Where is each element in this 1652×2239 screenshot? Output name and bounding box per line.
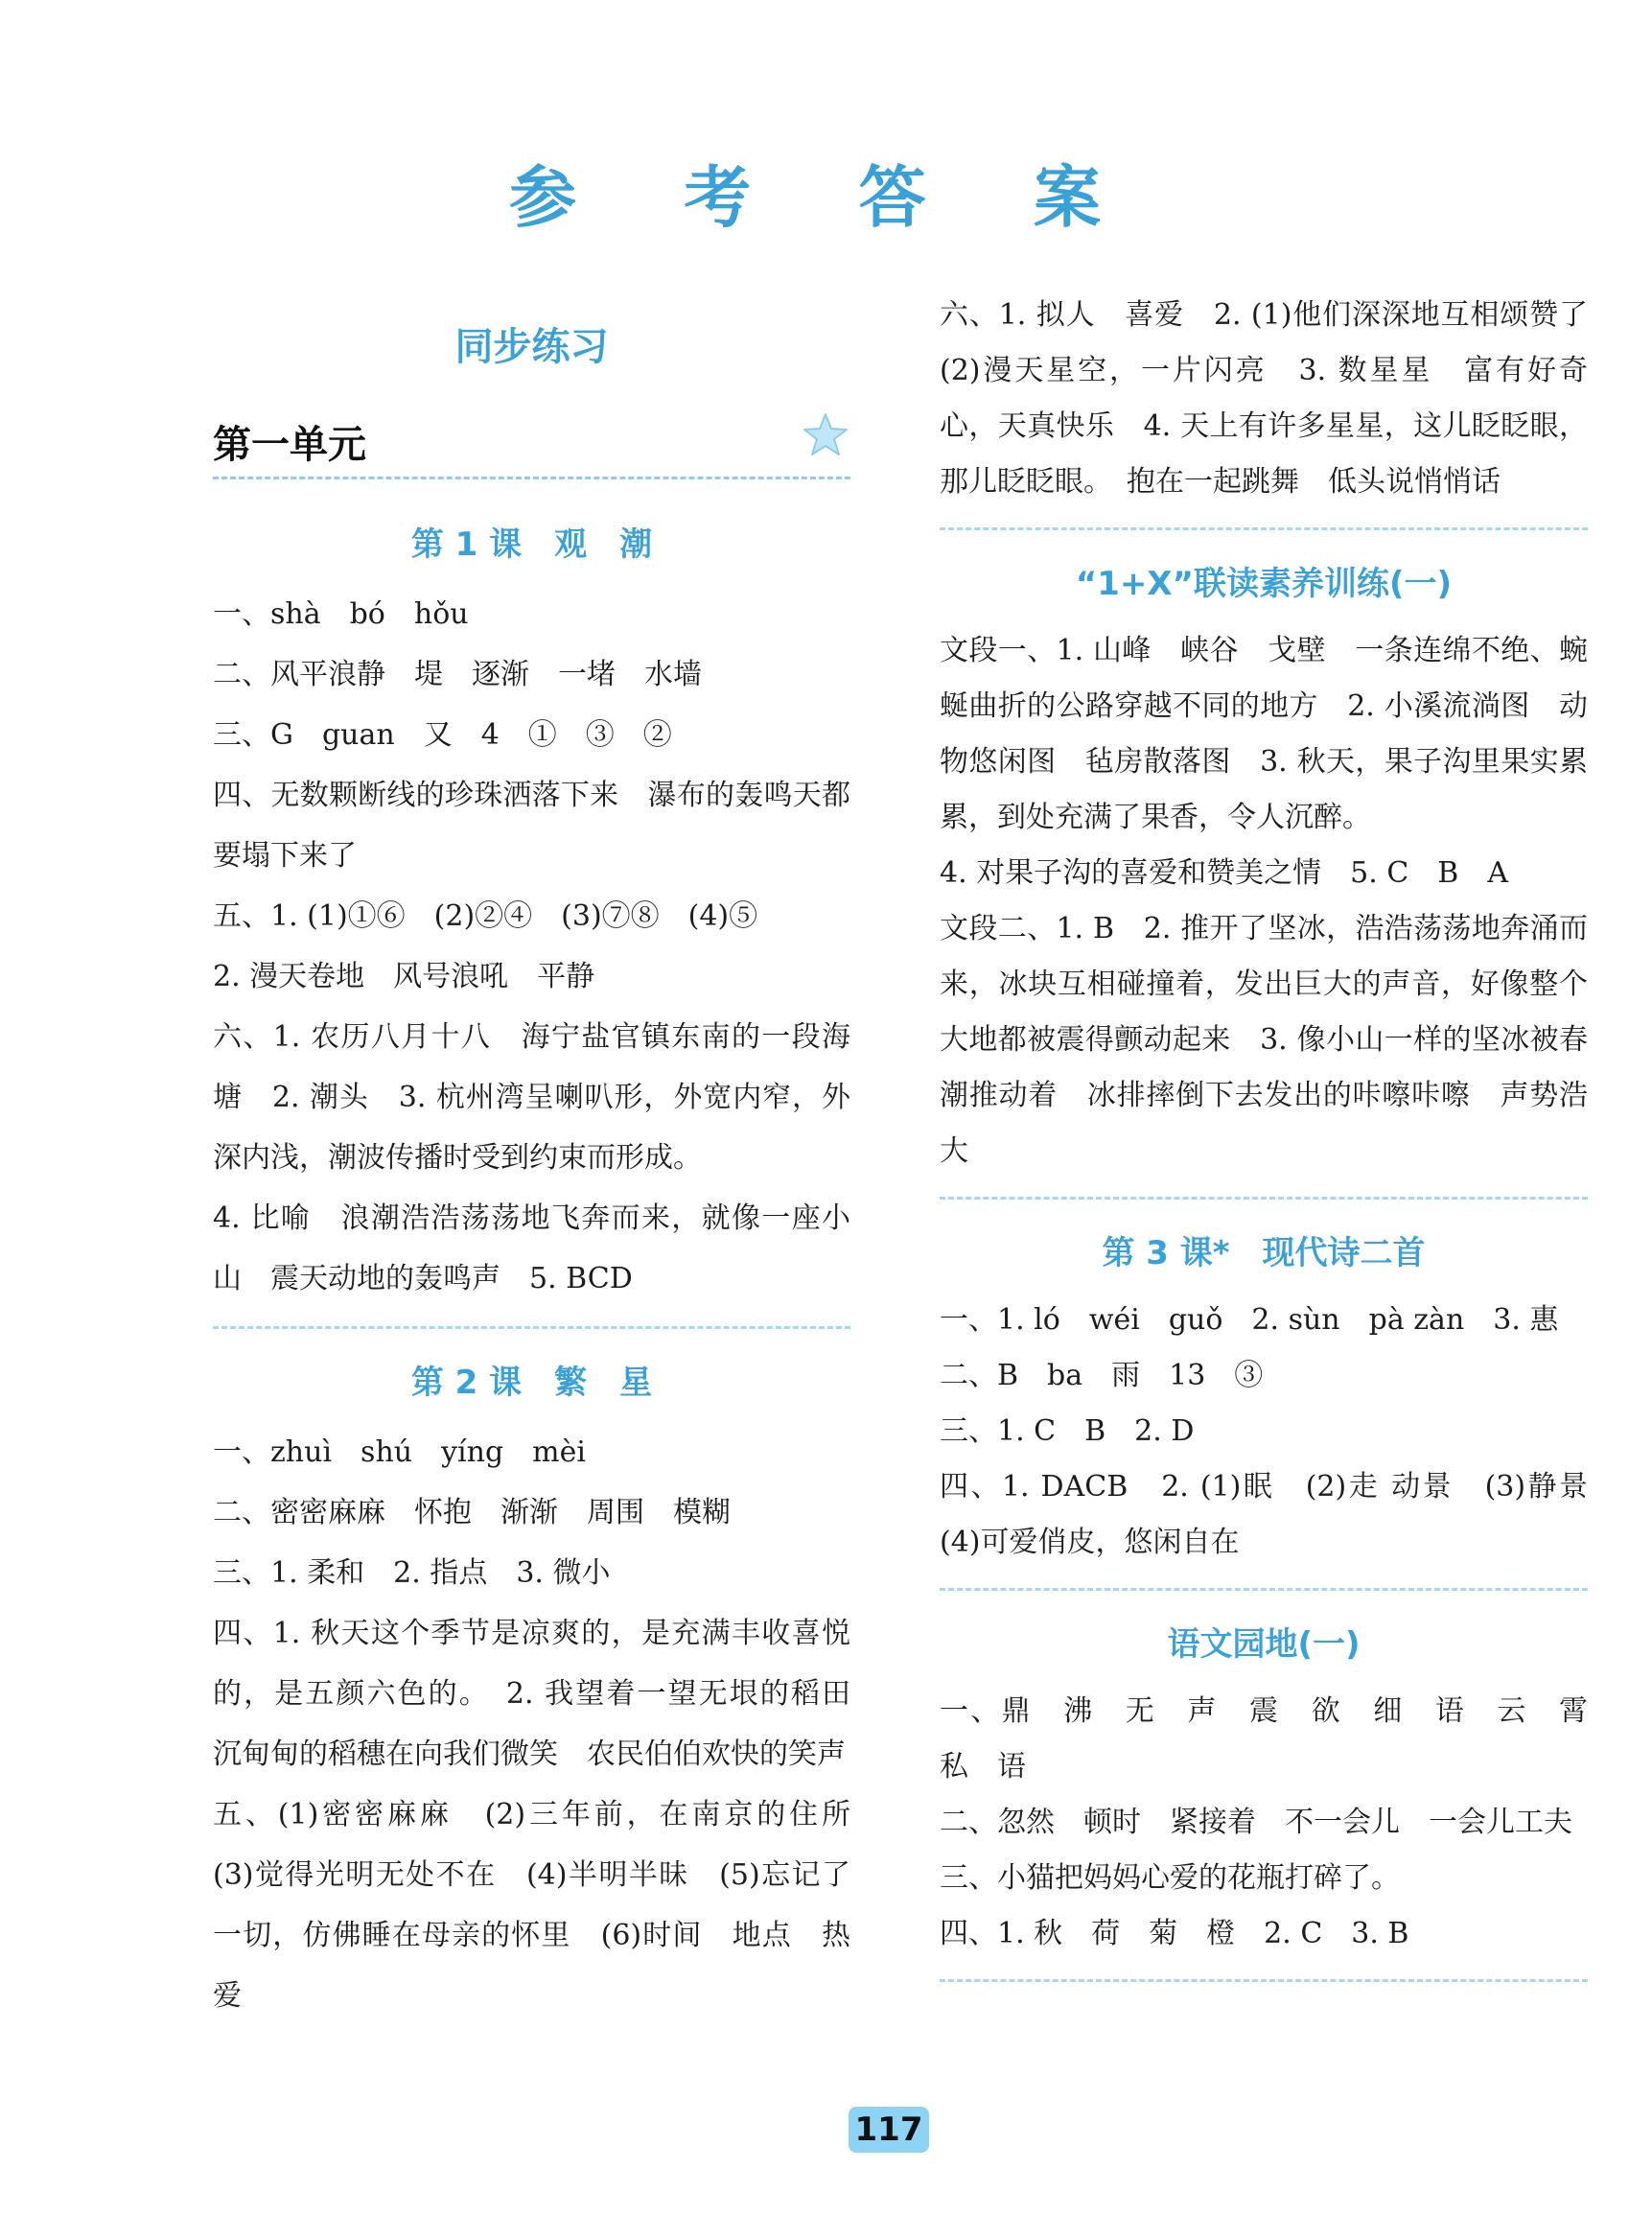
answer-line: 一、shà bó hǒu <box>213 597 469 631</box>
lesson-1-title: 第 1 课 观 潮 <box>410 525 653 564</box>
section-title: 同步练习 <box>454 325 609 369</box>
answer-line: 二、忽然 顿时 紧接着 不一会儿 一会儿工夫 <box>940 1806 1572 1839</box>
answer-line: 六、1. 农历八月十八 海宁盐官镇东南的一段海塘 2. 潮头 3. 杭州湾呈喇叭形，外宽内窄，外深内浅，潮波传播时受到约束而形成。 <box>213 1020 850 1175</box>
answer-line: 文段一、1. 山峰 峡谷 戈壁 一条连绵不绝、蜿蜒曲折的公路穿越不同的地方 2. 小溪流淌图 动物悠闲图 毡房散落图 3. 秋天，果子沟里果实累累，到处充满了果香，令人沉醉。 <box>940 634 1588 834</box>
answer-line: 五、(1)密密麻麻 (2)三年前，在南京的住所 (3)觉得光明无处不在 (4)半明半昧 (5)忘记了一切，仿佛睡在母亲的怀里 (6)时间 地点 热爱 <box>213 1798 879 2013</box>
answer-line: 六、1. 拟人 喜爱 2. (1)他们深深地互相颂赞了 (2)漫天星空，一片闪亮 3. 数星星 富有好奇心，天真快乐 4. 天上有许多星星，这儿眨眨眼，那儿眨眨眼。 抱在一起跳舞 低头说悄悄话 <box>940 298 1617 499</box>
answer-line: 四、1. 秋 荷 菊 橙 2. C 3. B <box>940 1917 1409 1950</box>
star-icon <box>801 410 850 460</box>
divider <box>940 1979 1588 1982</box>
answer-line: 一、zhuì shú yíng mèi <box>213 1435 586 1469</box>
answer-line: 四、1. 秋天这个季节是凉爽的，是充满丰收喜悦的，是五颜六色的。 2. 我望着一望无垠的稻田 沉甸甸的稻穗在向我们微笑 农民伯伯欢快的笑声 <box>213 1617 879 1771</box>
lesson-3-title: 第 3 课* 现代诗二首 <box>1102 1234 1426 1272</box>
answer-line: 文段二、1. B 2. 推开了坚冰，浩浩荡荡地奔涌而来，冰块互相碰撞着，发出巨大的声音，好像整个大地都被震得颤动起来 3. 像小山一样的坚冰被春潮推动着 冰排摔倒下去发出的咔嚓咔嚓 声势浩大 <box>940 912 1588 1168</box>
answer-line: 三、1. 柔和 2. 指点 3. 微小 <box>213 1556 611 1590</box>
garden-title: 语文园地(一) <box>1167 1625 1361 1664</box>
divider <box>940 1588 1588 1591</box>
answer-line: 五、1. (1)①⑥ (2)②④ (3)⑦⑧ (4)⑤ <box>213 899 758 933</box>
answer-line: 一、鼎 沸 无 声 震 欲 细 语 云 霄 私 语 <box>940 1694 1617 1784</box>
divider <box>940 1197 1588 1200</box>
page-number: 117 <box>849 2107 929 2153</box>
answer-line: 三、小猫把妈妈心爱的花瓶打碎了。 <box>940 1861 1400 1895</box>
answer-line: 一、1. ló wéi guǒ 2. sùn pà zàn 3. 惠 <box>940 1303 1559 1337</box>
answer-line: 2. 漫天卷地 风号浪吼 平静 <box>213 960 595 993</box>
answer-line: 二、B ba 雨 13 ③ <box>940 1359 1264 1392</box>
unit-title-text: 第一单元 <box>213 423 366 467</box>
left-column <box>213 268 879 2026</box>
unit-title <box>213 414 850 479</box>
answer-line: 三、1. C B 2. D <box>940 1414 1195 1448</box>
page-title: 参 考 答 案 <box>508 157 1144 237</box>
answer-line: 二、密密麻麻 怀抱 渐渐 周围 模糊 <box>213 1496 731 1529</box>
divider <box>213 1326 850 1329</box>
answer-line: 四、无数颗断线的珍珠洒落下来 瀑布的轰鸣天都要塌下来了 <box>213 779 850 873</box>
answer-line: 二、风平浪静 堤 逐渐 一堵 水墙 <box>213 658 702 691</box>
answer-line: 四、1. DACB 2. (1)眠 (2)走 动景 (3)静景 (4)可爱俏皮，悠闲自在 <box>940 1470 1617 1559</box>
answer-line: 三、G guan 又 4 ① ③ ② <box>213 718 672 752</box>
divider <box>940 527 1588 530</box>
reading-title: “1+X”联读素养训练(一) <box>1075 565 1453 603</box>
answer-line: 4. 对果子沟的喜爱和赞美之情 5. C B A <box>940 856 1508 890</box>
answer-line: 4. 比喻 浪潮浩浩荡荡地飞奔而来，就像一座小山 震天动地的轰鸣声 5. BCD <box>213 1201 850 1295</box>
lesson-2-title: 第 2 课 繁 星 <box>410 1364 653 1402</box>
right-column <box>940 288 1617 1992</box>
